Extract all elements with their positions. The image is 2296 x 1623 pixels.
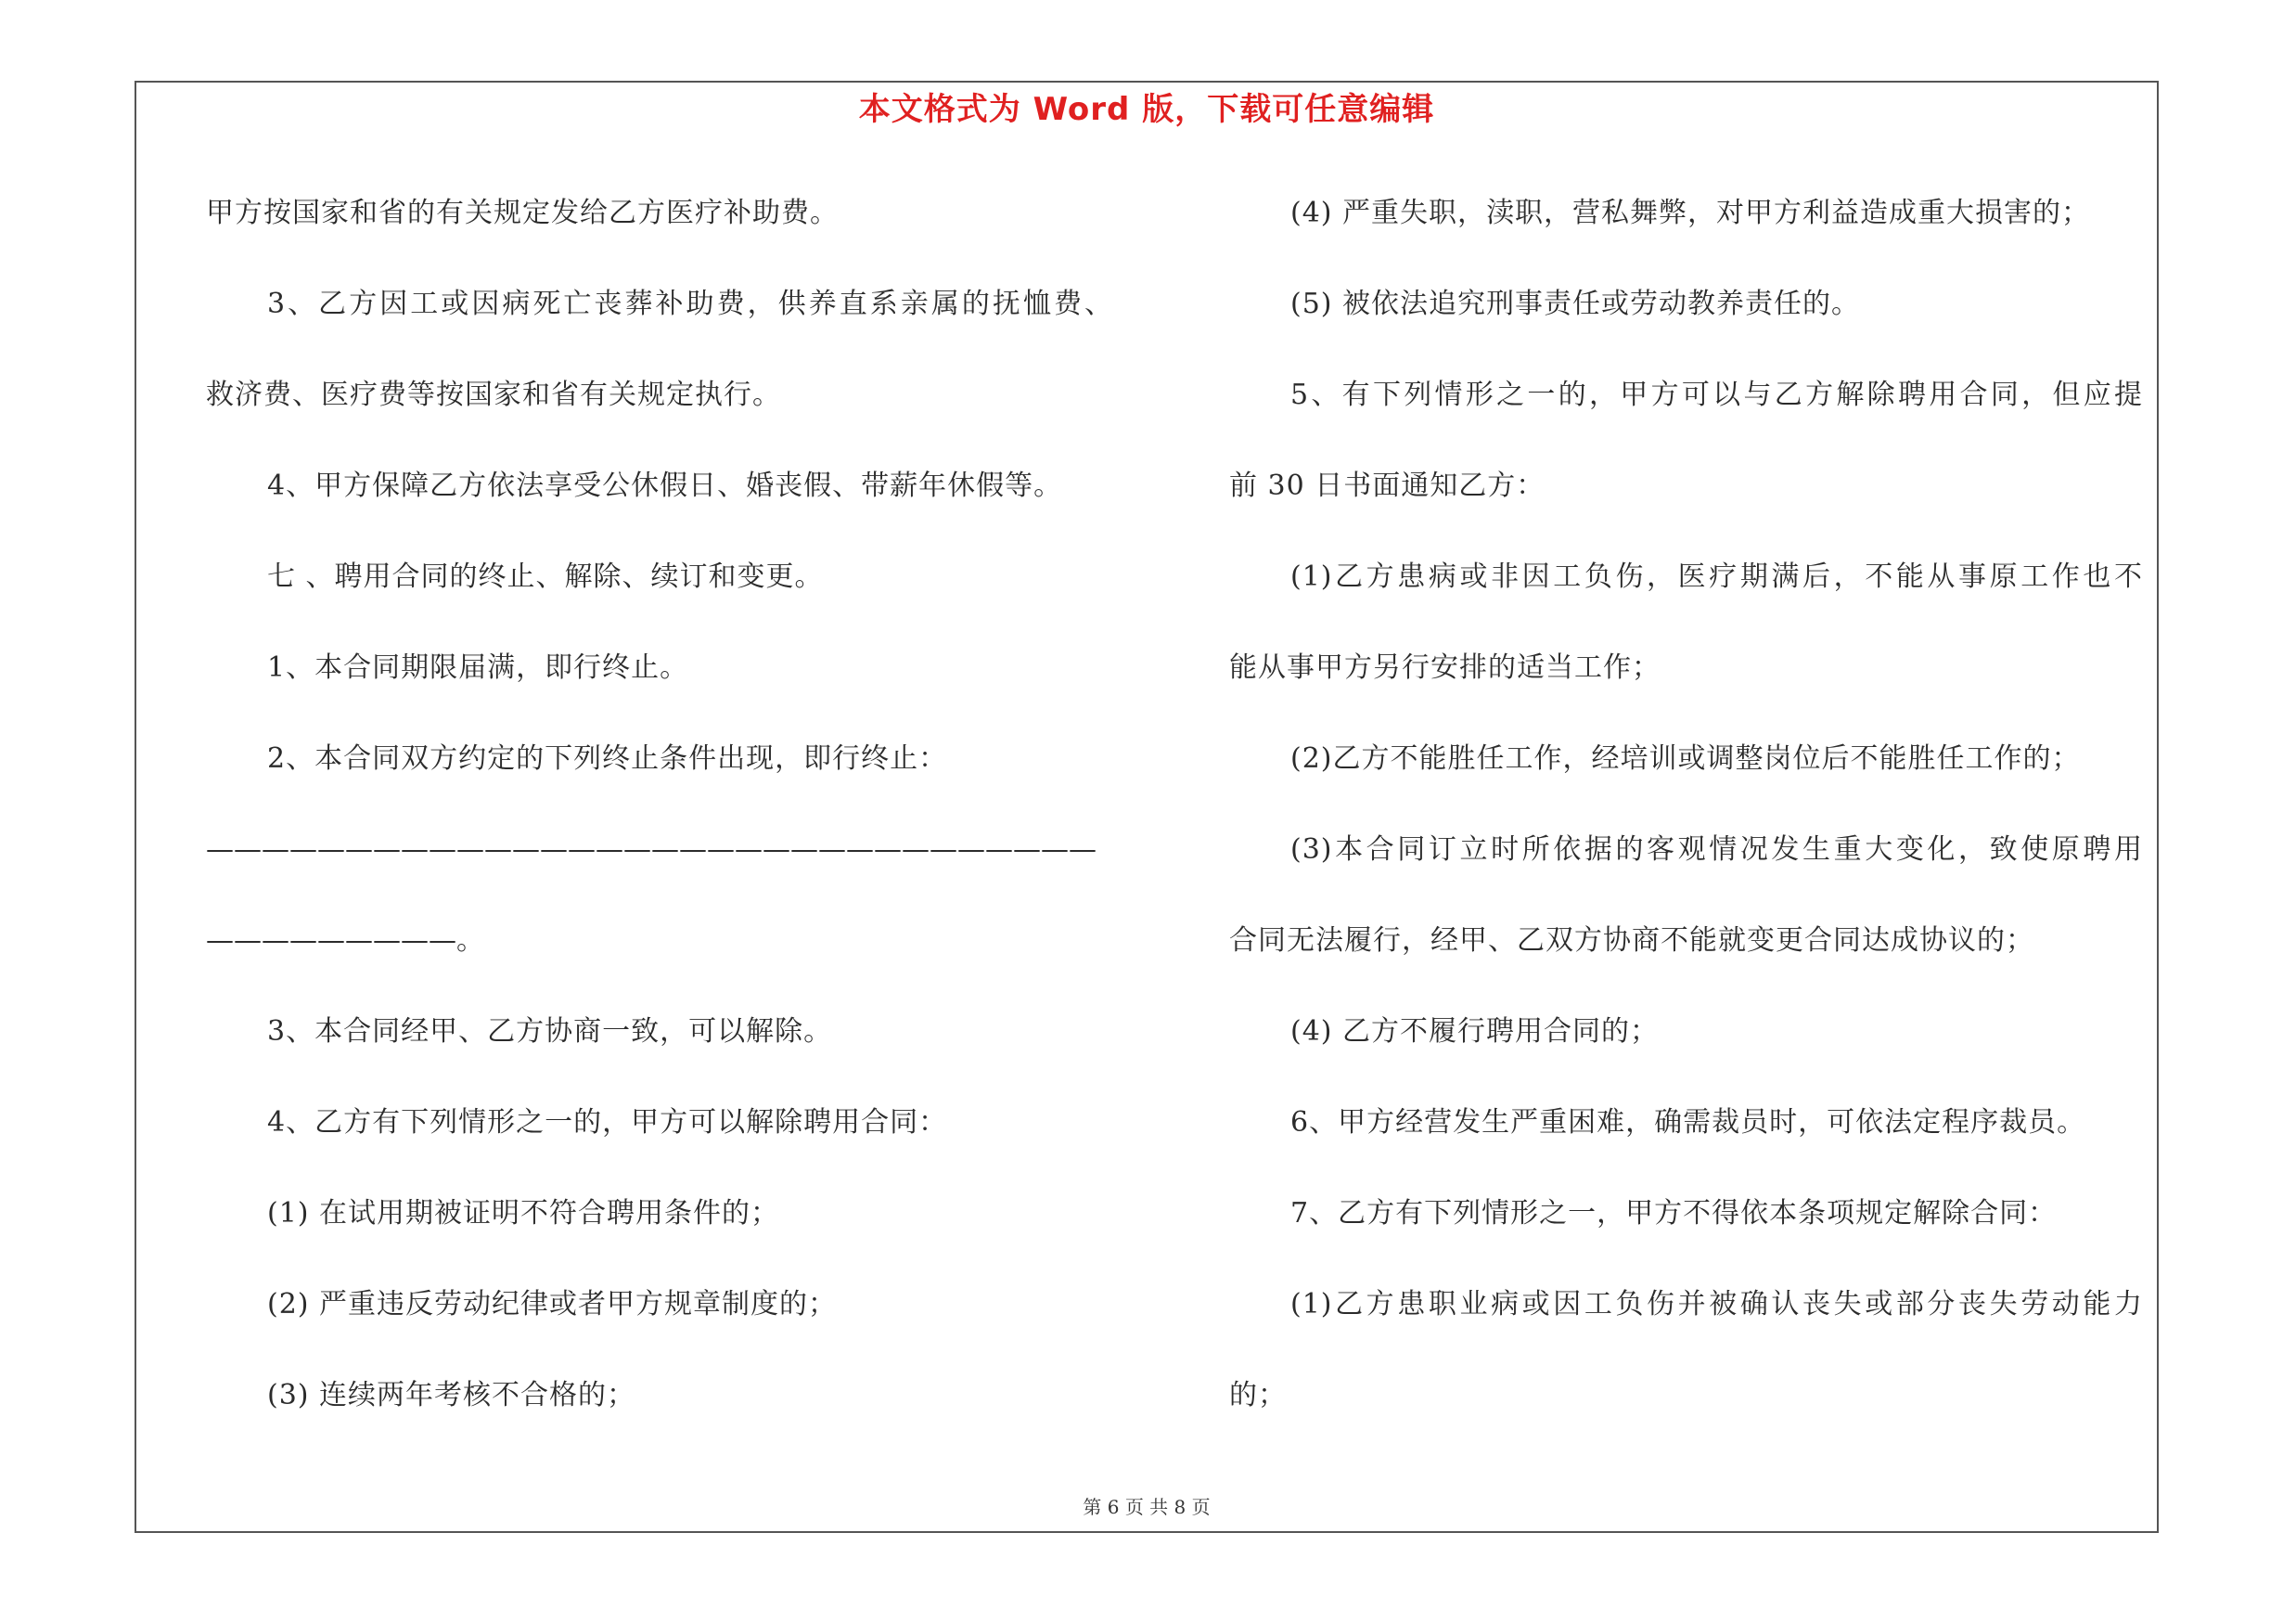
right-text-column <box>1229 186 2143 1459</box>
list-item: (1)乙方患病或非因工负伤，医疗期满后，不能从事原工作也不 <box>1290 560 2143 593</box>
list-item: (4) 乙方不履行聘用合同的； <box>1290 1015 1660 1048</box>
paragraph-line: 3、乙方因工或因病死亡丧葬补助费，供养直系亲属的抚恤费、 <box>267 288 1113 320</box>
paragraph-line: 7、乙方有下列情形之一，甲方不得依本条项规定解除合同： <box>1290 1197 2058 1230</box>
list-item: (5) 被依法追究刑事责任或劳动教养责任的。 <box>1290 288 1861 320</box>
document-banner: 本文格式为 Word 版，下载可任意编辑 <box>858 91 1435 128</box>
list-item: (4) 严重失职，渎职，营私舞弊，对甲方利益造成重大损害的； <box>1290 197 2091 229</box>
list-item: (3)本合同订立时所依据的客观情况发生重大变化，致使原聘用 <box>1290 833 2143 866</box>
paragraph-line: 2、本合同双方约定的下列终止条件出现，即行终止： <box>267 742 948 775</box>
list-item: (1) 在试用期被证明不符合聘用条件的； <box>267 1197 780 1230</box>
paragraph-line: 4、甲方保障乙方依法享受公休假日、婚丧假、带薪年休假等。 <box>267 470 1063 502</box>
left-text-column <box>206 186 1113 1459</box>
paragraph-line: 能从事甲方另行安排的适当工作； <box>1229 651 1661 684</box>
paragraph-line: 1、本合同期限届满，即行终止。 <box>267 651 689 684</box>
paragraph-line: 4、乙方有下列情形之一的，甲方可以解除聘用合同： <box>267 1106 948 1139</box>
paragraph-line: 6、甲方经营发生严重困难，确需裁员时，可依法定程序裁员。 <box>1290 1106 2086 1139</box>
section-heading: 七 、聘用合同的终止、解除、续订和变更。 <box>267 560 824 593</box>
paragraph-line: 甲方按国家和省的有关规定发给乙方医疗补助费。 <box>206 197 839 229</box>
list-item: (3) 连续两年考核不合格的； <box>267 1379 636 1411</box>
paragraph-line: 5、有下列情形之一的，甲方可以与乙方解除聘用合同，但应提 <box>1290 379 2143 411</box>
list-item: (1)乙方患职业病或因工负伤并被确认丧失或部分丧失劳动能力 <box>1290 1288 2143 1320</box>
paragraph-line: 前 30 日书面通知乙方： <box>1229 470 1546 502</box>
page-number: 第 6 页 共 8 页 <box>1083 1496 1211 1518</box>
blank-fill-line: —————————。 <box>206 924 484 957</box>
paragraph-line: 3、本合同经甲、乙方协商一致，可以解除。 <box>267 1015 833 1048</box>
list-item: (2)乙方不能胜任工作，经培训或调整岗位后不能胜任工作的； <box>1290 742 2081 775</box>
paragraph-line: 救济费、医疗费等按国家和省有关规定执行。 <box>206 379 781 411</box>
blank-fill-line: ———————————————————————————————— <box>206 833 1097 866</box>
paragraph-line: 的； <box>1229 1379 1287 1411</box>
list-item: (2) 严重违反劳动纪律或者甲方规章制度的； <box>267 1288 838 1320</box>
paragraph-line: 合同无法履行，经甲、乙双方协商不能就变更合同达成协议的； <box>1229 924 2034 957</box>
